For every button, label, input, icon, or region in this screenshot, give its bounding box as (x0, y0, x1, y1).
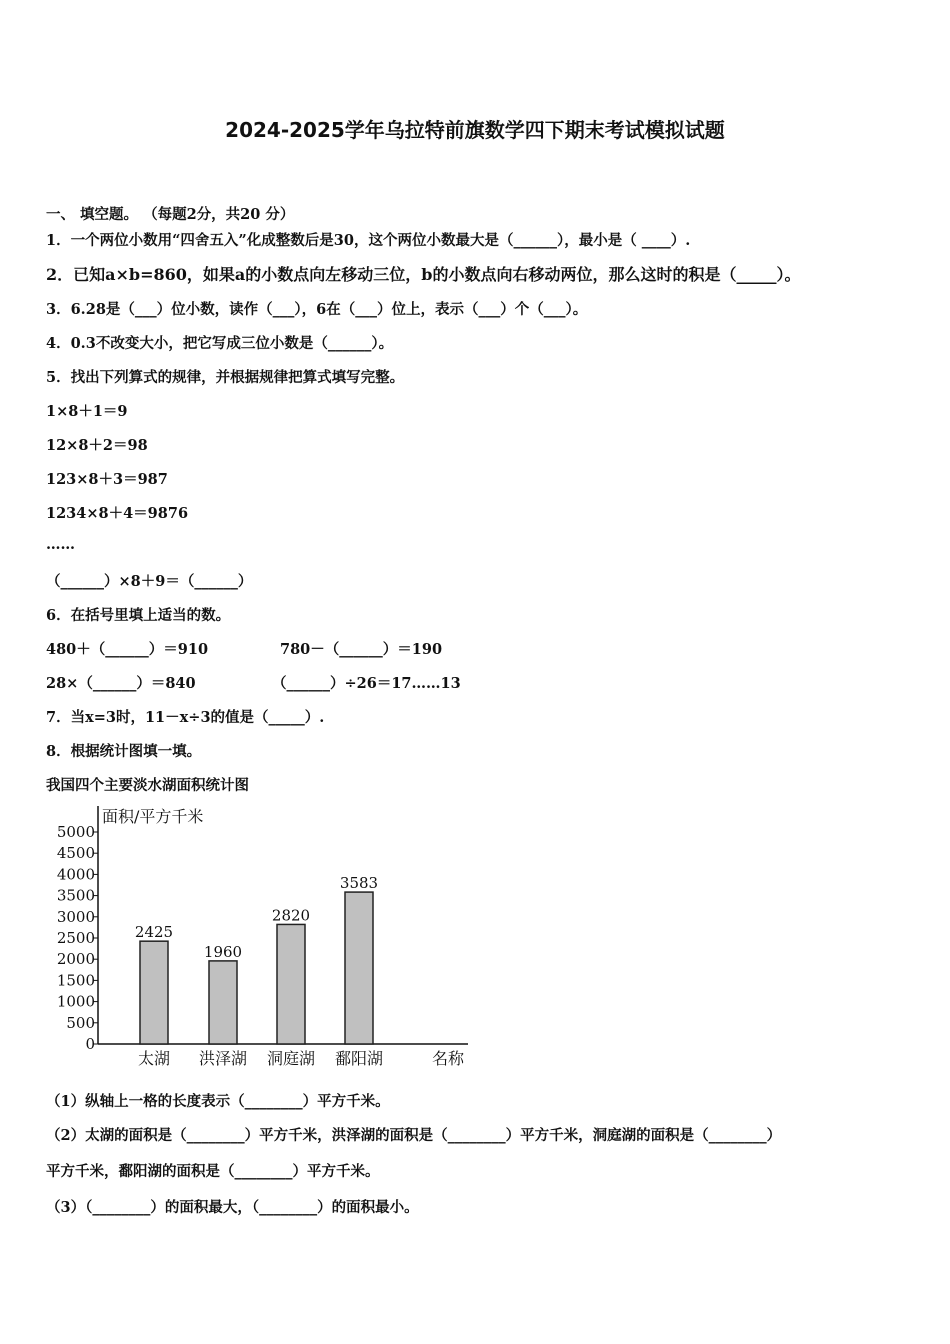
bar-value-label: 1960 (203, 942, 243, 961)
bar (277, 924, 305, 1044)
q6-item-a: 480＋（______）＝910 (46, 641, 209, 658)
y-tick-label: 0 (85, 1035, 95, 1053)
y-tick-label: 4500 (56, 844, 95, 863)
bar (209, 961, 237, 1044)
y-tick-label: 5000 (56, 823, 95, 841)
question-8-1: （1）纵轴上一格的长度表示（________）平方千米。 (46, 1093, 390, 1110)
question-1: 1．一个两位小数用“四舍五入”化成整数后是30，这个两位小数最大是（______），最小是（ ____）. (46, 232, 691, 249)
y-tick-label: 1000 (56, 992, 95, 1011)
q5-ellipsis: …… (46, 536, 75, 553)
y-tick-label: 2500 (56, 929, 95, 947)
category-label: 太湖 (137, 1049, 171, 1068)
x-axis-label: 名称 (431, 1049, 465, 1068)
q5-formula: 12×8＋2＝98 (46, 437, 148, 454)
question-3: 3．6.28是（___）位小数，读作（___），6在（___）位上，表示（___）个（___）。 (46, 301, 588, 318)
category-label: 鄱阳湖 (334, 1049, 384, 1068)
q5-formula: 123×8＋3＝987 (46, 471, 168, 488)
section-heading: 一、 填空题。 （每题2分，共20 分） (46, 206, 295, 223)
bar-chart (46, 800, 486, 1072)
page-title: 2024-2025学年乌拉特前旗数学四下期末考试模拟试题 (225, 118, 725, 142)
question-4: 4．0.3不改变大小，把它写成三位小数是（______）。 (46, 335, 394, 352)
question-6: 6．在括号里填上适当的数。 (46, 607, 231, 624)
y-axis-label: 面积/平方千米 (102, 807, 204, 826)
q6-item-d: （______）÷26＝17……13 (272, 675, 461, 692)
question-5: 5．找出下列算式的规律，并根据规律把算式填写完整。 (46, 369, 405, 386)
bar (140, 941, 168, 1044)
question-8-2b: 平方千米，鄱阳湖的面积是（________）平方千米。 (46, 1163, 380, 1180)
q6-item-b: 780－（______）＝190 (280, 641, 443, 658)
question-8-3: （3）（________）的面积最大，（________）的面积最小。 (46, 1199, 419, 1216)
q5-formula: 1234×8＋4＝9876 (46, 505, 189, 522)
question-2: 2．已知a×b=860，如果a的小数点向左移动三位，b的小数点向右移动两位，那么这时的积是（_____）。 (46, 265, 801, 284)
question-8-2a: （2）太湖的面积是（________）平方千米，洪泽湖的面积是（________）平方千米，洞庭湖的面积是（________） (46, 1127, 782, 1144)
bar-value-label: 2425 (134, 923, 174, 942)
bar (345, 892, 373, 1044)
y-tick-label: 500 (66, 1013, 95, 1032)
question-8: 8．根据统计图填一填。 (46, 743, 202, 760)
q5-formula: 1×8＋1＝9 (46, 403, 128, 420)
y-tick-label: 3500 (56, 886, 95, 905)
q5-blank-formula: （______）×8＋9＝（______） (46, 573, 253, 590)
y-tick-label: 1500 (56, 971, 95, 990)
question-7: 7．当x=3时，11－x÷3的值是（_____）. (46, 709, 325, 726)
q6-item-c: 28×（______）＝840 (46, 675, 196, 692)
category-label: 洪泽湖 (198, 1049, 248, 1068)
y-tick-label: 3000 (56, 907, 95, 926)
y-tick-label: 2000 (56, 950, 95, 969)
y-tick-label: 4000 (56, 865, 95, 884)
chart-caption: 我国四个主要淡水湖面积统计图 (46, 777, 249, 794)
category-label: 洞庭湖 (266, 1049, 316, 1068)
bar-value-label: 2820 (271, 906, 311, 925)
bar-value-label: 3583 (339, 874, 379, 893)
